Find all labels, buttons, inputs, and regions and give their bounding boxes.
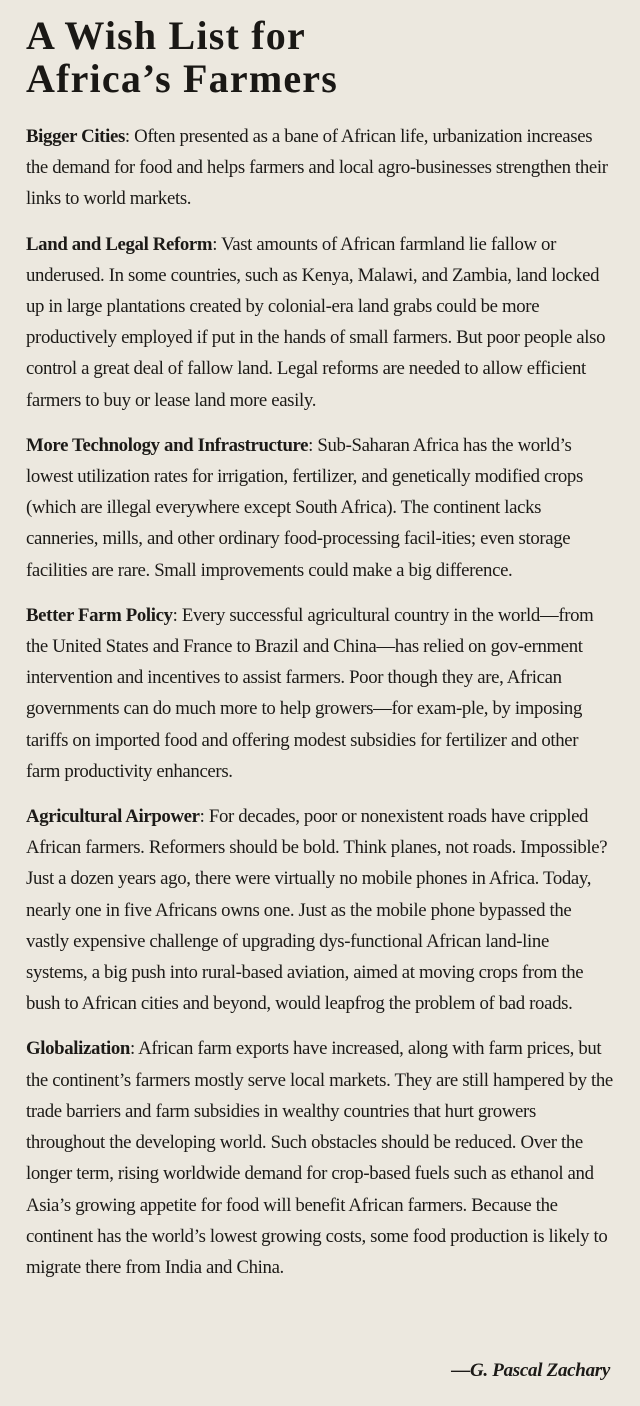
author-byline: —G. Pascal Zachary bbox=[451, 1360, 610, 1381]
section-globalization: Globalization: African farm exports have increased, along with farm prices, but the continent’s farmers mostly serve local markets. They are still hampered by the trade barriers and farm subsidies in wealthy countries that hurt growers throughout the developing world. Such obstacles should be reduced. Over the longer term, rising worldwide demand for crop-based fuels such as ethanol and Asia’s growing appetite for food will benefit African farmers. Because the continent has the world’s lowest growing costs, some food production is likely to migrate there from India and China. bbox=[26, 1038, 613, 1278]
section-text: For decades, poor or nonexistent roads have crippled African farmers. Reformers should be bold. Think planes, not roads. Impossible? Just a dozen years ago, there were virtually no mobile phones in Africa. Today, nearly one in five Africans owns one. Just as the mobile phone bypassed the vastly expensive challenge of upgrading dys-functional African land-line systems, a big push into rural-based aviation, aimed at moving crops from the bush to African cities and beyond, would leapfrog the problem of bad roads. bbox=[26, 806, 608, 1015]
section-text: Sub-Saharan Africa has the world’s lowest utilization rates for irrigation, fertilizer, and genetically modified crops (which are illegal everywhere except South Africa). The continent lacks canneries, mills, and other ordinary food-processing facil-ities; even storage facilities are rare. Small improvements could make a big difference. bbox=[26, 434, 583, 581]
section-heading: Globalization bbox=[26, 1038, 130, 1060]
section-agricultural-airpower: Agricultural Airpower: For decades, poor or nonexistent roads have crippled African farmers. Reformers should be bold. Think planes, not roads. Impossible? Just a dozen years ago, there were virtually no mobile phones in Africa. Today, nearly one in five Africans owns one. Just as the mobile phone bypassed the vastly expensive challenge of upgrading dys-functional African land-line systems, a big push into rural-based aviation, aimed at moving crops from the bush to African cities and beyond, would leapfrog the problem of bad roads. bbox=[26, 806, 608, 1015]
title-line-2: Africa’s Farmers bbox=[26, 56, 339, 101]
section-heading: Bigger Cities bbox=[26, 126, 125, 147]
section-better-farm-policy: Better Farm Policy: Every successful agricultural country in the world—from the United States and France to Brazil and China—has relied on gov-ernment intervention and incentives to assist farmers. Poor though they are, African governments can do much more to help growers—for exam-ple, by imposing tariffs on imported food and offering modest subsidies for fertilizer and other farm productivity enhancers. bbox=[26, 604, 594, 782]
article-title bbox=[26, 14, 614, 100]
section-heading: Land and Legal Reform bbox=[26, 233, 213, 255]
section-bigger-cities: Bigger Cities: Often presented as a bane of African life, urbanization increases the demand for food and helps farmers and local agro-businesses strengthen their links to world markets. bbox=[26, 126, 608, 210]
section-heading: More Technology and Infrastructure bbox=[26, 434, 309, 456]
section-heading: Better Farm Policy bbox=[26, 604, 173, 626]
title-line-1: A Wish List for bbox=[26, 13, 306, 58]
section-land-legal-reform: Land and Legal Reform: Vast amounts of African farmland lie fallow or underused. In some countries, such as Kenya, Malawi, and Zambia, land locked up in large plantations created by colonial-era land grabs could be more productively employed if put in the hands of small farmers. But poor people also control a great deal of fallow land. Legal reforms are needed to allow efficient farmers to buy or lease land more easily. bbox=[26, 233, 606, 411]
section-text: African farm exports have increased, along with farm prices, but the continent’s farmers mostly serve local markets. They are still hampered by the trade barriers and farm subsidies in wealthy countries that hurt growers throughout the developing world. Such obstacles should be reduced. Over the longer term, rising worldwide demand for crop-based fuels such as ethanol and Asia’s growing appetite for food will benefit African farmers. Because the continent has the world’s lowest growing costs, some food production is likely to migrate there from India and China. bbox=[26, 1038, 613, 1278]
section-heading: Agricultural Airpower bbox=[26, 806, 200, 828]
section-text: Vast amounts of African farmland lie fallow or underused. In some countries, such as Kenya, Malawi, and Zambia, land locked up in large plantations created by colonial-era land grabs could be more productively employed if put in the hands of small farmers. But poor people also control a great deal of fallow land. Legal reforms are needed to allow efficient farmers to buy or lease land more easily. bbox=[26, 233, 606, 411]
section-technology-infrastructure: More Technology and Infrastructure: Sub-Saharan Africa has the world’s lowest utilization rates for irrigation, fertilizer, and genetically modified crops (which are illegal everywhere except South Africa). The continent lacks canneries, mills, and other ordinary food-processing facil-ities; even storage facilities are rare. Small improvements could make a big difference. bbox=[26, 434, 583, 581]
section-text: Often presented as a bane of African life, urbanization increases the demand for food and helps farmers and local agro-businesses strengthen their links to world markets. bbox=[26, 126, 608, 210]
section-text: Every successful agricultural country in the world—from the United States and France to Brazil and China—has relied on gov-ernment intervention and incentives to assist farmers. Poor though they are, African governments can do much more to help growers—for exam-ple, by imposing tariffs on imported food and offering modest subsidies for fertilizer and other farm productivity enhancers. bbox=[26, 604, 594, 782]
